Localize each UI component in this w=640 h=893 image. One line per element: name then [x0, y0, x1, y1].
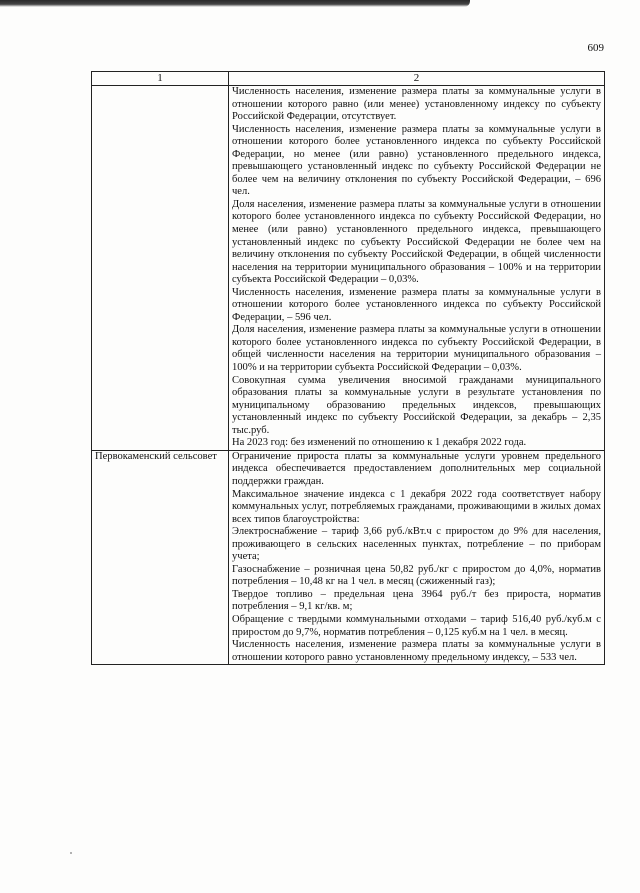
paragraph: Максимальное значение индекса с 1 декабря 2022 года соответствует набору коммунальных услуг, потребляемых гражданами, проживающими в жилых домах всех типов благоустройства: — [232, 488, 601, 525]
paragraph: Численность населения, изменение размера платы за коммунальные услуги в отношении которого более установленного индекса по субъекту Российской Федерации, но менее (или равно) установленного предельного индекса, превышающего установленный индекс по субъекту Российской Федерации не более чем на величину отклонения по субъекту Российской Федерации, – 696 чел. — [232, 123, 601, 198]
page-number: 609 — [587, 42, 604, 54]
scan-edge-shadow — [0, 0, 470, 7]
paragraph: Численность населения, изменение размера платы за коммунальные услуги в отношении которого равно (или менее) установленному индексу по субъекту Российской Федерации, отсутствует. — [232, 86, 601, 123]
paragraph: Обращение с твердыми коммунальными отходами – тариф 516,40 руб./куб.м с приростом до 9,7%, норматив потребления – 0,125 куб.м на 1 чел. в месяц. — [232, 613, 601, 638]
scan-speck — [70, 852, 72, 854]
table-row — [92, 86, 605, 451]
municipality-cell — [92, 86, 229, 451]
description-cell — [229, 450, 605, 664]
paragraph: Электроснабжение – тариф 3,66 руб./кВт.ч с приростом до 9% для населения, проживающего в сельских населенных пунктах, потребление – по приборам учета; — [232, 526, 601, 563]
description-cell — [229, 86, 605, 451]
column-header-1: 1 — [92, 72, 229, 86]
paragraph: Численность населения, изменение размера платы за коммунальные услуги в отношении которого равно установленному предельному индексу, – 533 чел. — [232, 639, 601, 663]
column-header-2: 2 — [229, 72, 605, 86]
municipality-cell: Первокаменский сельсовет — [92, 450, 229, 664]
paragraph: Совокупная сумма увеличения вносимой гражданами муниципального образования платы за коммунальные услуги в результате установления по муниципальному образованию предельных индексов, превышающих установленный индекс по субъекту Российской Федерации, за декабрь – 2,35 тыс.руб. — [232, 374, 601, 436]
paragraph: Ограничение прироста платы за коммунальные услуги уровнем предельного индекса обеспечивается предоставлением дополнительных мер социальной поддержки граждан. — [232, 450, 601, 487]
paragraph: Доля населения, изменение размера платы за коммунальные услуги в отношении которого более установленного индекса по субъекту Российской Федерации, в общей численности населения на территории муниципального образования – 100% и на территории субъекта Российской Федерации – 0,03%. — [232, 324, 601, 374]
table-header-row — [92, 72, 605, 86]
paragraph: Доля населения, изменение размера платы за коммунальные услуги в отношении которого более установленного индекса по субъекту Российской Федерации, но менее (или равно) установленного предельного индекса, превышающего установленный индекс по субъекту Российской Федерации не более чем на величину отклонения по субъекту Российской Федерации, в общей численности населения на территории муниципального образования – 100% и на территории субъекта Российской Федерации – 0,03%. — [232, 198, 601, 286]
paragraph: Численность населения, изменение размера платы за коммунальные услуги в отношении которого более установленного индекса по субъекту Российской Федерации, – 596 чел. — [232, 286, 601, 323]
paragraph: Твердое топливо – предельная цена 3964 руб./т без прироста, норматив потребления – 9,1 кг/кв. м; — [232, 588, 601, 613]
paragraph: На 2023 год: без изменений по отношению к 1 декабря 2022 года. — [232, 437, 527, 449]
document-table — [91, 71, 605, 665]
table-row — [92, 450, 605, 664]
paragraph: Газоснабжение – розничная цена 50,82 руб./кг с приростом до 4,0%, норматив потребления – 10,48 кг на 1 чел. в месяц (сжиженный газ); — [232, 563, 601, 588]
